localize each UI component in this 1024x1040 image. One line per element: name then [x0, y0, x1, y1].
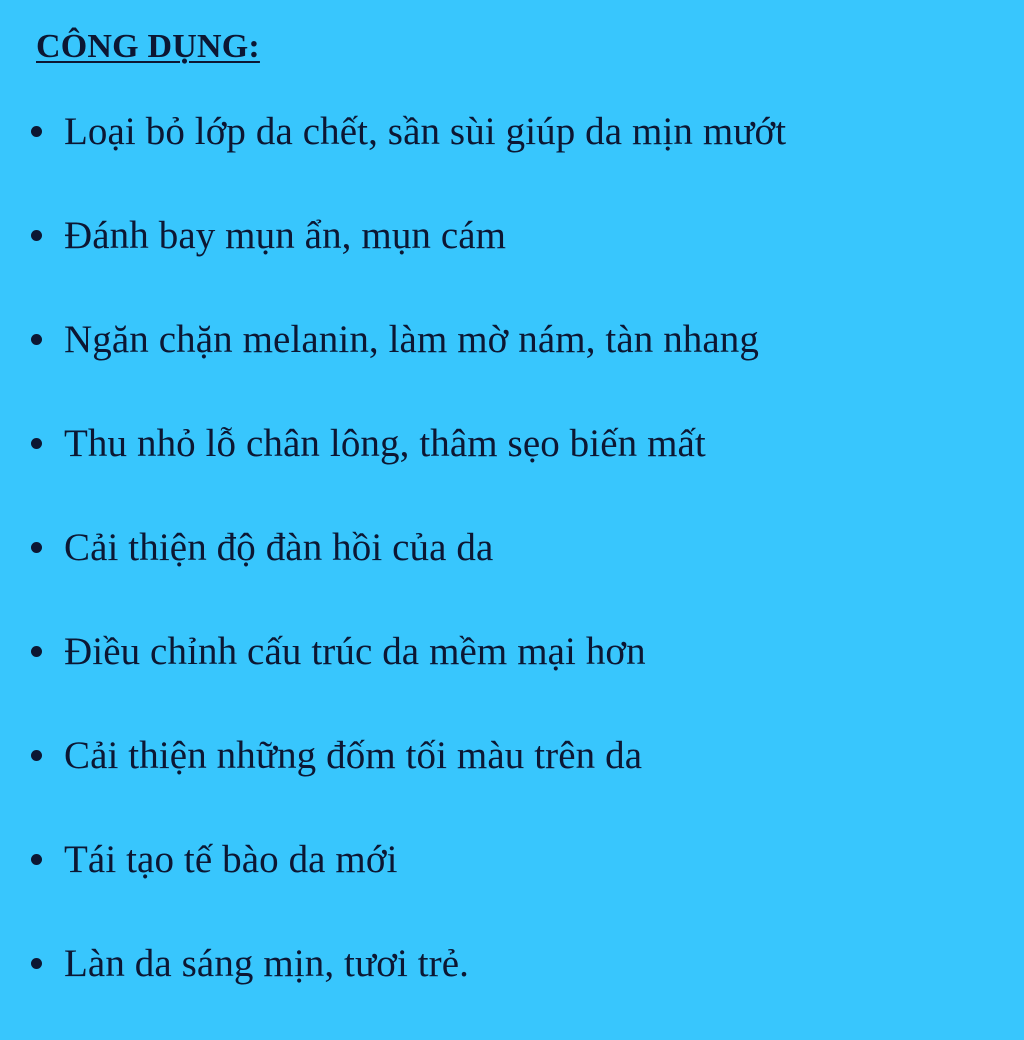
- benefit-text: Cải thiện những đốm tối màu trên da: [64, 734, 643, 777]
- bullet-icon: [31, 750, 42, 761]
- benefit-text: Điều chỉnh cấu trúc da mềm mại hơn: [64, 630, 646, 673]
- section-heading: CÔNG DỤNG:: [36, 28, 260, 65]
- bullet-icon: [31, 854, 42, 865]
- benefit-text: Làn da sáng mịn, tươi trẻ.: [64, 942, 470, 985]
- bullet-icon: [31, 542, 42, 553]
- benefit-text: Đánh bay mụn ẩn, mụn cám: [64, 214, 507, 257]
- benefit-text: Tái tạo tế bào da mới: [64, 838, 398, 881]
- bullet-icon: [31, 958, 42, 969]
- bullet-icon: [31, 126, 42, 137]
- benefit-text: Loại bỏ lớp da chết, sần sùi giúp da mịn mướt: [64, 110, 787, 153]
- benefit-text: Ngăn chặn melanin, làm mờ nám, tàn nhang: [64, 318, 760, 361]
- benefit-text: Thu nhỏ lỗ chân lông, thâm sẹo biến mất: [64, 422, 706, 465]
- bullet-icon: [31, 438, 42, 449]
- bullet-icon: [31, 646, 42, 657]
- bullet-icon: [31, 334, 42, 345]
- benefit-text: Cải thiện độ đàn hồi của da: [64, 526, 494, 569]
- bullet-icon: [31, 230, 42, 241]
